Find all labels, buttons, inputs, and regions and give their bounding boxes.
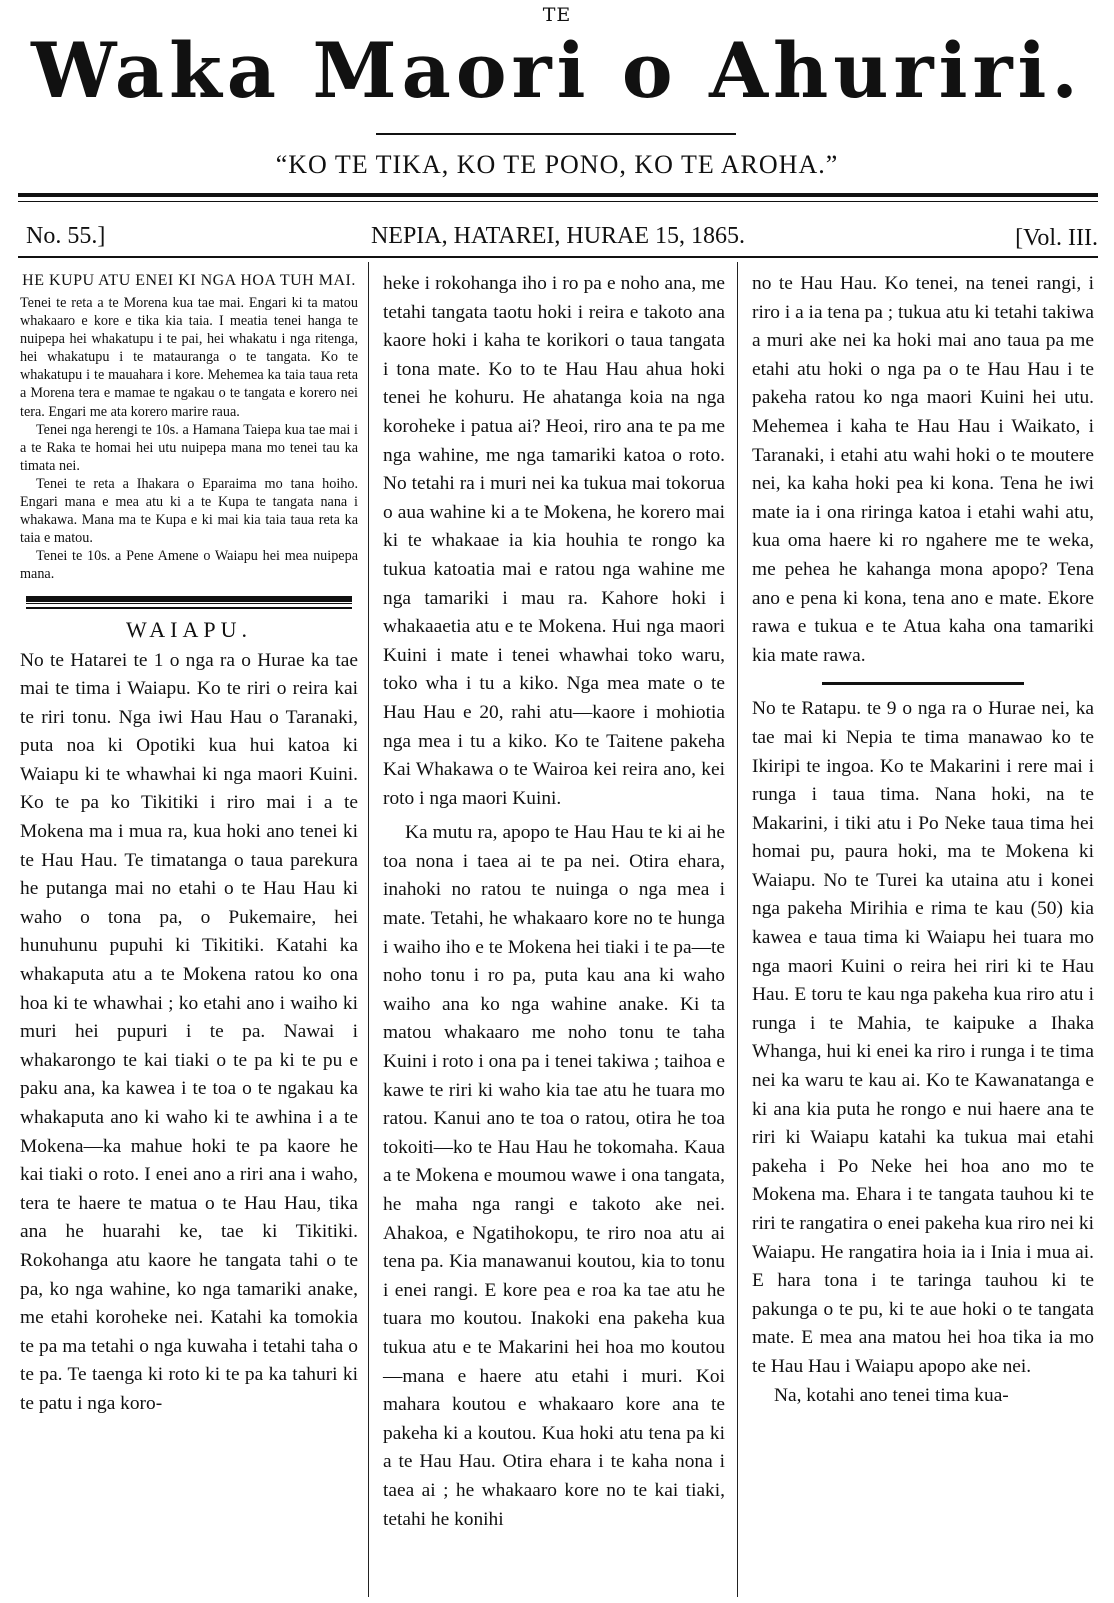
article-paragraph: no te Hau Hau. Ko tenei, na tenei rangi, i riro i a ia tena pa ; tukua atu ki tetahi takiwa a muri ake nei ka hoki mai ano taua pa me etahi atu hoki o nga pa o te Hau Hau i te pakeha ratou ko nga maori Kuini hei utu. Mehemea i kaha te Hau Hau i Waikato, i Taranaki, i etahi atu wahi hoki o te moutere nei, ka kaha hoki pea ki kona. Tena he iwi mate ia i ona riringa katoa i etahi wahi atu, kua oma haere ki ro ngahere me te weka, me pehea he kahanga mona apopo? Tena ano e pena ki kona, tena ano e mate. Ekore rawa e tukua e te Atua kaha ona tamariki kia mate rawa. — [752, 273, 1094, 666]
notice-paragraph: Tenei te 10s. a Pene Amene o Waiapu hei mea nuipepa mana. — [20, 548, 358, 583]
column-1 — [20, 270, 358, 1419]
section-rule — [26, 596, 352, 605]
masthead-rule-thin — [18, 201, 1098, 202]
dateline-rule — [18, 256, 1098, 258]
article-separator — [822, 682, 1024, 685]
notice-paragraph: Tenei te reta a Ihakara o Eparaima mo tana hoiho. Engari mana e mea atu ki a te Kupa te tangata nana i whakawa. Mana ma te Kupa e ki mai kia taia taua reta ka taia e matou. — [20, 475, 358, 547]
article-paragraph: Na, kotahi ano tenei tima kua- — [774, 1384, 1009, 1406]
article-paragraph: Ka mutu ra, apopo te Hau Hau te ki ai he toa nona i taea ai te pa nei. Otira ehara, inahoki no ratou te nuinga o nga mea i mate. Tetahi, he whakaaro kore no te hunga i waiho iho e te Mokena hei tiaki i te pa—te noho tonu i ro pa, puta kau ana ki waho waiho ana ko nga wahine anake. Ki ta matou whakaaro me noho tonu te taha Kuini i roto i ona pa i tenei takiwa ; taihoa e kawe te riri ki waho kia tae atu he tuara mo ratou. Kanui ano te toa o ratou, otira he toa tokoiti—ko te Hau Hau he tokomaha. Kaua a te Mokena e moumou wawe i ona tangata, he maha nga rangi e takoto ake nei. Ahakoa, e Ngatihokopu, te riro noa atu ai tena pa. Kia manawanui koutou, kia to tonu i enei rangi. E kore pea e roa ka tae atu he tuara mo koutou. Inakoki ena pakeha kua tukua atu e te Makarini hei hoa mo koutou—mana e haere atu etahi i muri. Koi mahara koutou e whakaaro kore ana te pakeha ki a koutou. Kua hoki atu tena pa ki a te Hau Hau. Otira ehara i te kaha nona i taea ai ; he whakaaro kore no te kai tiaki, tetahi he konihi — [383, 822, 725, 1530]
masthead-te: TE — [542, 4, 572, 26]
motto: “KO TE TIKA, KO TE PONO, KO TE AROHA.” — [275, 150, 839, 179]
issue-date: NEPIA, HATAREI, HURAE 15, 1865. — [370, 223, 746, 249]
notice-paragraph: Tenei nga herengi te 10s. a Hamana Taiepa kua tae mai i a te Raka te homai hei utu nuipepa mana mo tenei tau ka timata nei. — [20, 421, 358, 474]
article-paragraph: No te Hatarei te 1 o nga ra o Hurae ka tae mai te tima i Waiapu. Ko te riri o reira kai te riri tonu. Nga iwi Hau Hau o Taranaki, puta noa ki Opotiki kua hui katoa ki Waiapu ki te whawhai ki nga maori Kuini. Ko te pa ko Tikitiki i riro mai i a te Mokena ma i mua ra, kua hoki ano tenei ki te Hau Hau. Te timatanga o taua parekura he putanga mai no etahi o te Hau Hau ki waho o tona pa, o Pukemaire, hei hunuhunu pupuhi ki Tikitiki. Katahi ka whakaputa atu a te Mokena ratou ko ona hoa ki te whawhai ; ko etahi ano i waiho ki muri hei pupuri i te pa. Nawai i whakarongo te kai tiaki o te pa ki te pu e paku ana, ka kawea i te toa o te ngakau ka whakaputa ano ki waho ki te awhina i a te Mokena—ka mahue hoki te pa kaore he kai tiaki o roto. I enei ano a riri ana i waho, tera te haere te matua o te Hau Hau, tika ana he huarahi ke, tae ki Tikitiki. Rokohanga atu kaore he tangata tahi o te pa, ko nga wahine, ko nga tamariki anake, me etahi koroheke nei. Katahi ka tomokia te pa ma tetahi o nga kuwaha i tetahi taha o te pa. Te taenga ki roto ki te pa ka tahuri ki te patu i nga koro- — [20, 649, 358, 1414]
notices-heading: HE KUPU ATU ENEI KI NGA HOA TUH MAI. — [22, 272, 356, 289]
column-divider-1 — [368, 262, 369, 1597]
newspaper-title: Waka Maori o Ahuriri. — [31, 26, 1083, 115]
column-divider-2 — [737, 262, 738, 1597]
title-underline — [376, 133, 736, 135]
column-2 — [383, 270, 725, 1534]
article-paragraph: No te Ratapu. te 9 o nga ra o Hurae nei, ka tae mai ki Nepia te tima manawao ko te Ikiripi te ingoa. Ko te Makarini i rere mai i runga i taua tima. Nana hoki, na te Makarini, i tiki atu i Po Neke taua tima hei homai pu, paura hoki, ma te Mokena ki Waiapu. No te Turei ka utaina atu i konei nga pakeha Mirihia e rima te kau (50) kia kawea e taua tima ki Waiapu hei tuara mo nga maori Kuini o reira hei riri ki te Hau Hau. E toru te kau nga pakeha kua riro atu i runga i te Mahia, te kaipuke a Ihaka Whanga, hui ki enei ka riro i runga i te tima nei ka waru te kau ai. Ko te Kawanatanga e ki ana kia puta he rongo e nui haere ana te riri ki Waiapu katahi ka tukua mai etahi pakeha i Po Neke hei hoa ano mo te Mokena ma. Ehara i te tangata tauhou ki te riri te rangatira o enei pakeha kua riro nei ki Waiapu. He rangatira hoia ia i Inia i mua ai. E hara tona i te taringa tauhou ki te pakunga o te pu, ki te aue hoki o te tangata mate. E mea ana matou hei hoa tika ia mo te Hau Hau i Waiapu apopo ake nei. — [752, 698, 1094, 1377]
issue-number: No. 55.] — [26, 223, 106, 249]
dateline — [18, 211, 1098, 251]
column-3 — [752, 270, 1094, 1410]
notice-paragraph: Tenei te reta a te Morena kua tae mai. Engari ki ta matou whakaaro e kore e tika kia taia. I meatia tenei hanga te nuipepa hei whakatupu i te pai, hei whakatu i nga ritenga, hei whakatupu i te matauranga o te tangata. Ko te whakatupu i te mauahara i kore. Mehemea ka taia taua reta a Morena tera e mamae te ngakau o te tangata e korero nei tera. Engari me ata korero marire raua. — [20, 295, 358, 420]
section-rule-thin — [26, 607, 352, 609]
article-paragraph: heke i rokohanga iho i ro pa e noho ana, me tetahi tangata taotu hoki i reira e takoto ana kaore hoki i kaha te korikori o taua tangata i tona mate. Ko to te Hau Hau ahua hoki tenei he kohuru. He ahatanga koia na nga koroheke i patua ai? Heoi, riro ana te pa me nga wahine, me nga tamariki katoa o roto. No tetahi ra i muri nei ka tukua mai tokorua o aua wahine ki a te Mokena, he korero mai ki te whakaae ia kia houhia te rongo ka tukua katoatia mai e ratou nga wahine me nga tamariki i mau ra. Kahore hoki i whakaaetia atu e te Mokena. Hui nga maori Kuini i mate i tenei whawhai toko waru, toko wha i tu a kiko. Nga mea mate o te Hau Hau e 20, rahi atu—kaore i mohiotia nga mea i tu a kiko. Ko te Taitene pakeha Kai Whakawa o te Wairoa kei reira ano, kei roto i nga maori Kuini. — [383, 273, 725, 809]
masthead-rule-thick — [18, 193, 1098, 197]
article-heading: WAIAPU. — [125, 616, 253, 642]
volume-number: [Vol. III. — [1015, 225, 1098, 251]
